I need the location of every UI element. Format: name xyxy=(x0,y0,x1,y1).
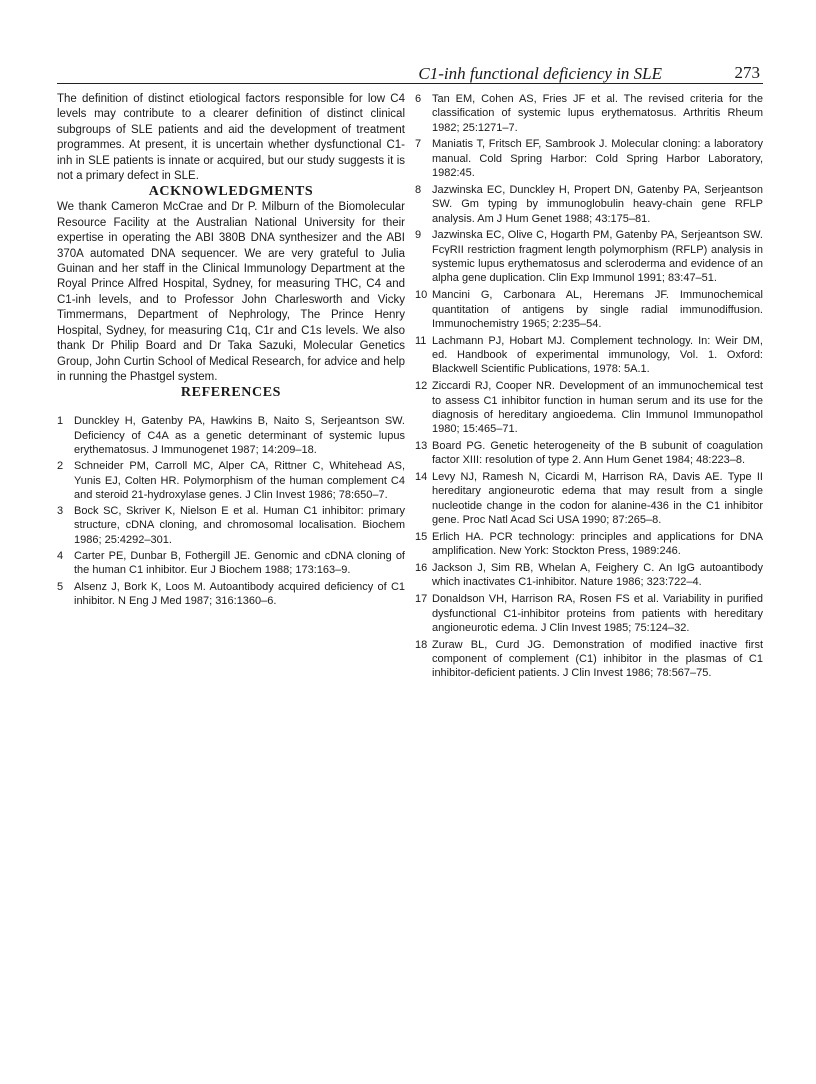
reference-number: 17 xyxy=(415,593,428,606)
reference-text: Levy NJ, Ramesh N, Cicardi M, Harrison RA, Davis AE. Type II hereditary angioneurotic edema that may result from a single nucleotide change in the codon for alanine-436 in the C1 inhibitor gene. Proc Natl Acad Sci USA 1990; 87:265–8. xyxy=(432,471,763,527)
reference-item xyxy=(415,92,763,135)
reference-item xyxy=(415,379,763,436)
references-heading: REFERENCES xyxy=(180,385,282,401)
reference-number: 2 xyxy=(57,460,64,473)
reference-number: 8 xyxy=(415,183,422,196)
reference-number: 13 xyxy=(415,439,428,452)
reference-text: Lachmann PJ, Hobart MJ. Complement technology. In: Weir DM, ed. Handbook of experimental immunology, Vol. 1. Oxford: Blackwell Scientific Publications, 1978: 5A.1. xyxy=(432,334,763,376)
reference-text: Erlich HA. PCR technology: principles and applications for DNA amplification. New York: Stockton Press, 1989:246. xyxy=(432,530,763,558)
intro-paragraph: The definition of distinct etiological factors responsible for low C4 levels may contribute to a clearer definition of distinct clinical subgroups of SLE patients and aid the development of treatment programmes. At present, it is uncertain whether dysfunctional C1-inh in SLE patients is innate or acquired, but our study suggests it is not a primary defect in SLE. xyxy=(57,93,405,183)
reference-number: 3 xyxy=(57,505,64,518)
reference-text: Zuraw BL, Curd JG. Demonstration of modified inactive first component of complement (C1) inhibitor in the plasmas of C1 inhibitor-deficient patients. J Clin Invest 1986; 78:567–75. xyxy=(432,638,763,680)
running-header-title: C1-inh functional deficiency in SLE xyxy=(418,64,662,83)
reference-item xyxy=(57,549,405,578)
reference-number: 12 xyxy=(415,380,428,393)
reference-item xyxy=(415,470,763,527)
reference-text: Alsenz J, Bork K, Loos M. Autoantibody acquired deficiency of C1 inhibitor. N Eng J Med 1987; 316:1360–6. xyxy=(74,580,405,607)
header-divider xyxy=(57,83,763,84)
reference-item xyxy=(57,459,405,502)
reference-text: Mancini G, Carbonara AL, Heremans JF. Immunochemical quantitation of antigens by single radial immunodiffusion. Immunochemistry 1965; 2:235–54. xyxy=(432,289,763,330)
reference-number: 4 xyxy=(57,549,64,562)
reference-item xyxy=(415,439,763,468)
reference-number: 14 xyxy=(415,471,428,484)
reference-number: 7 xyxy=(415,138,422,151)
reference-number: 18 xyxy=(415,638,428,651)
reference-number: 11 xyxy=(415,334,427,347)
reference-text: Bock SC, Skriver K, Nielson E et al. Human C1 inhibitor: primary structure, cDNA cloning, and chromosomal localisation. Biochem 1986; 25:4292–301. xyxy=(74,505,405,546)
reference-text: Donaldson VH, Harrison RA, Rosen FS et al. Variability in purified dysfunctional C1-inhibitor proteins from patients with hereditary angioneurotic edema. J Clin Invest 1985; 75:124–32. xyxy=(432,593,763,634)
reference-item xyxy=(415,561,763,590)
reference-text: Jazwinska EC, Dunckley H, Propert DN, Gatenby PA, Serjeantson SW. Gm typing by immunoglobulin heavy-chain gene RFLP analysis. Am J Hum Genet 1988; 43:175–81. xyxy=(432,183,763,225)
reference-number: 9 xyxy=(415,229,422,242)
reference-number: 15 xyxy=(415,530,428,543)
reference-text: Jazwinska EC, Olive C, Hogarth PM, Gatenby PA, Serjeantson SW. FcγRII restriction fragment length polymorphism (RFLP) analysis in systemic lupus erythematosus and scleroderma and evidence of an alpha gene duplication. Clin Exp Immunol 1991; 83:47–51. xyxy=(432,229,763,285)
reference-number: 16 xyxy=(415,562,428,575)
reference-text: Ziccardi RJ, Cooper NR. Development of an immunochemical test to assess C1 inhibitor function in human serum and its use for the diagnosis of hereditary angioedema. Clin Immunol Immunopathol 1980; 15:465–71. xyxy=(432,380,763,436)
reference-text: Tan EM, Cohen AS, Fries JF et al. The revised criteria for the classification of systemic lupus erythematosus. Arthritis Rheum 1982; 25:1271–7. xyxy=(432,93,763,134)
reference-number: 6 xyxy=(415,93,422,105)
reference-item xyxy=(57,504,405,547)
reference-item xyxy=(415,592,763,635)
reference-item xyxy=(415,334,763,377)
right-column xyxy=(415,92,763,683)
reference-item xyxy=(415,288,763,331)
reference-number: 1 xyxy=(57,415,64,428)
reference-text: Jackson J, Sim RB, Whelan A, Feighery C. An IgG autoantibody which inactivates C1-inhibitor. Nature 1986; 323:722–4. xyxy=(432,562,763,589)
acknowledgments-heading: ACKNOWLEDGMENTS xyxy=(148,184,314,200)
reference-number: 10 xyxy=(415,289,428,302)
references-list-left xyxy=(57,414,405,608)
reference-item xyxy=(57,414,405,457)
reference-text: Board PG. Genetic heterogeneity of the B subunit of coagulation factor XIII: resolution of type 2. Ann Hum Genet 1984; 48:223–8. xyxy=(432,439,763,467)
reference-item xyxy=(57,580,405,609)
references-list-right xyxy=(415,92,763,681)
reference-item xyxy=(415,183,763,226)
reference-text: Maniatis T, Fritsch EF, Sambrook J. Molecular cloning: a laboratory manual. Cold Spring Harbor: Cold Spring Harbor Laboratory, 1982:45. xyxy=(432,138,763,180)
page-number: 273 xyxy=(734,63,760,82)
reference-item xyxy=(415,530,763,559)
reference-text: Dunckley H, Gatenby PA, Hawkins B, Naito S, Serjeantson SW. Deficiency of C4A as a genetic determinant of systemic lupus erythematosus. J Immunogenet 1987; 14:209–18. xyxy=(74,415,405,456)
reference-item xyxy=(415,228,763,285)
reference-number: 5 xyxy=(57,580,64,593)
reference-text: Carter PE, Dunbar B, Fothergill JE. Genomic and cDNA cloning of the human C1 inhibitor. Eur J Biochem 1988; 173:163–9. xyxy=(74,549,405,577)
reference-text: Schneider PM, Carroll MC, Alper CA, Rittner C, Whitehead AS, Yunis EJ, Colten HR. Polymorphism of the human complement C4 and steroid 21-hydroxylase genes. J Clin Invest 1986; 78:650–7. xyxy=(74,460,405,501)
left-column xyxy=(57,92,405,610)
reference-item xyxy=(415,137,763,180)
acknowledgments-text: We thank Cameron McCrae and Dr P. Milburn of the Biomolecular Resource Facility at the Australian National University for their expertise in operating the ABI 380B DNA synthesizer and the ABI 370A automated DNA sequencer. We are very grateful to Julia Guinan and her staff in the Clinical Immunology Department at the Royal Prince Alfred Hospital, Sydney, for measuring THC, C4 and C1-inh levels, and to Professor John Charlesworth and Vicky Timmermans, Department of Nephrology, The Prince Henry Hospital, Sydney, for measuring C1q, C1r and C1s levels. We also thank Dr Philip Board and Dr Taka Sazuki, Molecular Genetics Group, John Curtin School of Medical Research, for advice and help in running the Phastgel system. xyxy=(57,201,405,383)
reference-item xyxy=(415,638,763,681)
